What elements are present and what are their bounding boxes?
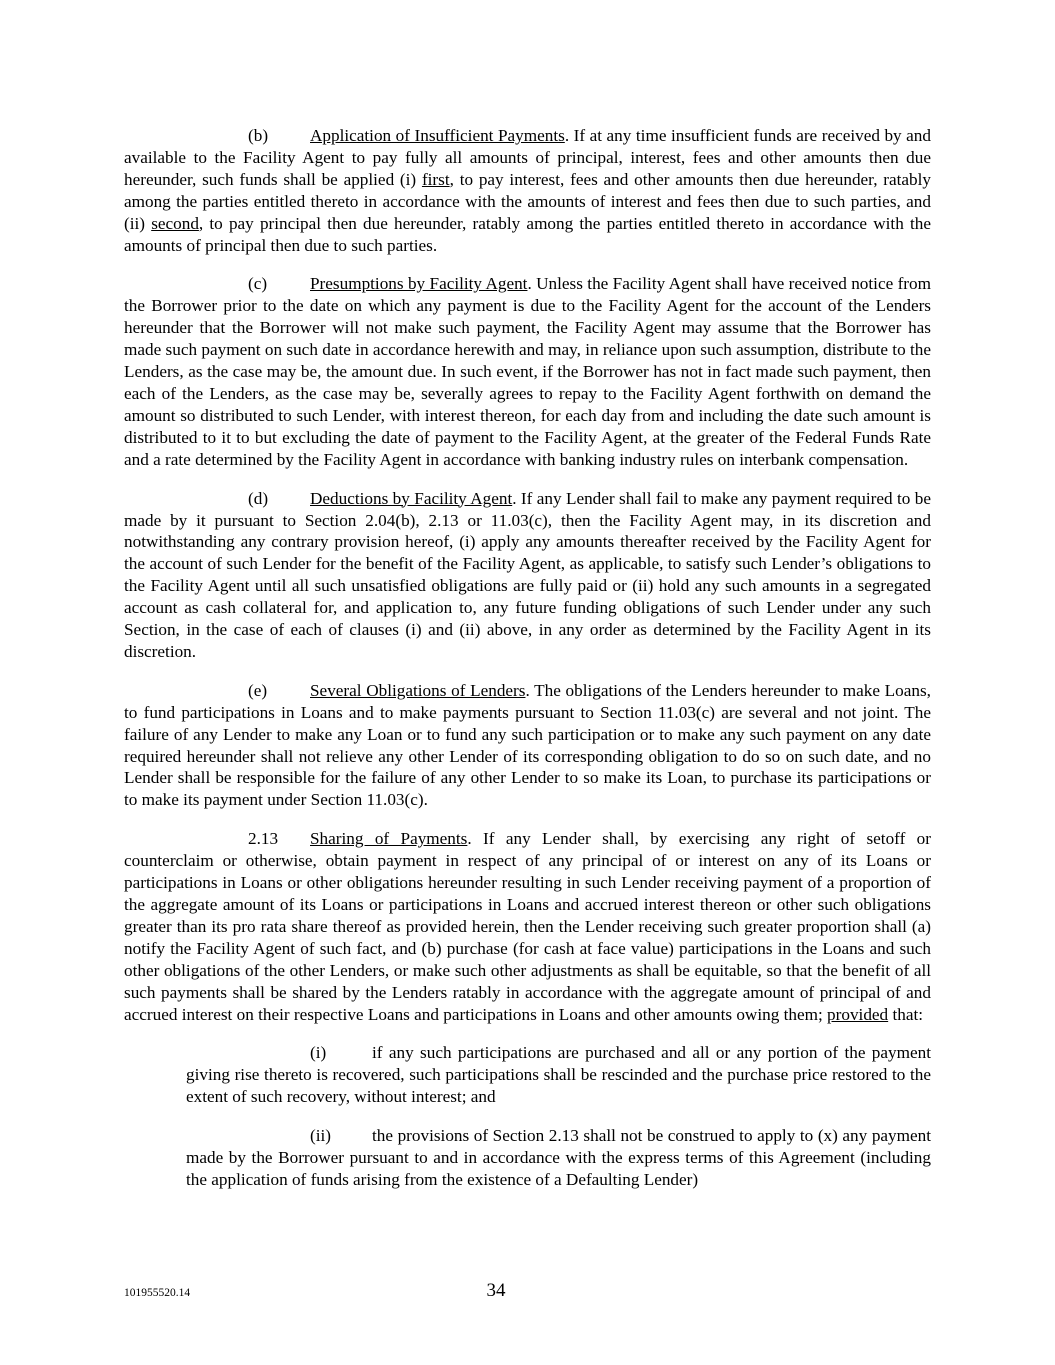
subparagraph-ii [186, 1125, 931, 1191]
paragraph-number: (b) [248, 126, 269, 145]
document-body [124, 125, 931, 1208]
paragraph-d [124, 488, 931, 663]
subparagraph-text: the provisions of Section 2.13 shall not be construed to apply to (x) any payment made by the Borrower pursuant to and in accordance with the express terms of this Agreement (including the application of funds arising from the existence of a Defaulting Lender) [186, 1126, 931, 1189]
paragraph-text: . If any Lender shall, by exercising any right of setoff or counterclaim or otherwise, obtain payment in respect of any principal of or interest on any of its Loans or participations in Loans or other obligations hereunder resulting in such Lender receiving payment of a proportion of the aggregate amount of its Loans or participations in Loans and accrued interest thereon or other such obligations greater than its pro rata share thereof as provided herein, then the Lender receiving such greater proportion shall (a) notify the Facility Agent of such fact, and (b) purchase (for cash at face value) participations in the Loans and such other obligations of the other Lenders, or make such other adjustments as shall be equitable, so that the benefit of all such payments shall be shared by the Lenders ratably in accordance with the aggregate amount of principal of and accrued interest on their respective Loans and participations in Loans and other amounts owing them; [124, 829, 931, 1024]
paragraph-heading: Presumptions by Facility Agent [310, 274, 528, 294]
paragraph-e [124, 680, 931, 811]
underlined-term: first [421, 169, 450, 189]
paragraph-text: , to pay interest, fees and other amounts then due hereunder, ratably among the parties entitled thereto in accordance with the amounts of interest and fees then due to such parties, and (ii) [124, 169, 931, 233]
paragraph-b [124, 125, 931, 256]
section-heading: Sharing of Payments [310, 829, 468, 849]
page-number: 34 [486, 1280, 506, 1301]
section-number: 2.13 [248, 829, 279, 849]
paragraph-text: . If any Lender shall fail to make any payment required to be made by it pursuant to Section 2.04(b), 2.13 or 11.03(c), then the Facility Agent may, in its discretion and notwithstanding any contrary provision hereof, (i) apply any amounts thereafter received by the Facility Agent for the account of such Lender for the benefit of the Facility Agent, as applicable, to satisfy such Lender’s obligations to the Facility Agent until all such unsatisfied obligations are fully paid or (ii) hold any such amounts in a segregated account as cash collateral for, and application to, any future funding obligations of such Lender under any such Section, in the case of each of clauses (i) and (ii) above, in any order as determined by the Facility Agent in its discretion. [124, 488, 931, 661]
paragraph-heading: Application of Insufficient Payments [310, 126, 565, 145]
paragraph-heading: Deductions by Facility Agent [310, 488, 513, 508]
paragraph-number: (d) [248, 488, 269, 508]
paragraph-heading: Several Obligations of Lenders [310, 680, 526, 700]
paragraph-c [124, 273, 931, 470]
section-2-13 [124, 828, 931, 1025]
underlined-term: second [151, 213, 199, 233]
document-id: 101955520.14 [124, 1287, 191, 1299]
paragraph-text: . If at any time insufficient funds are received by and available to the Facility Agent to pay fully all amounts of principal, interest, fees and other amounts then due hereunder, such funds shall be applied (i) [124, 126, 931, 189]
paragraph-text: that: [888, 1004, 924, 1024]
subparagraph-text: if any such participations are purchased and all or any portion of the payment giving rise thereto is recovered, such participations shall be rescinded and the purchase price restored to the extent of such recovery, without interest; and [186, 1043, 931, 1107]
subparagraph-i [186, 1042, 931, 1108]
paragraph-text: . The obligations of the Lenders hereunder to make Loans, to fund participations in Loans and to make payments pursuant to Section 11.03(c) are several and not joint. The failure of any Lender to make any Loan or to fund any such participation or to make any such payment on any date required hereunder shall not relieve any other Lender of its corresponding obligation to do so on such date, and no Lender shall be responsible for the failure of any other Lender to so make its Loan, to purchase its participations or to make its payment under Section 11.03(c). [124, 680, 931, 810]
paragraph-text: , to pay principal then due hereunder, ratably among the parties entitled thereto in accordance with the amounts of principal then due to such parties. [124, 213, 931, 255]
paragraph-number: (c) [248, 274, 268, 294]
paragraph-text: . Unless the Facility Agent shall have received notice from the Borrower prior to the date on which any payment is due to the Facility Agent for the account of the Lenders hereunder that the Borrower will not make such payment, the Facility Agent may assume that the Borrower has made such payment on such date in accordance herewith and may, in reliance upon such assumption, distribute to the Lenders, as the case may be, the amount due. In such event, if the Borrower has not in fact made such payment, then each of the Lenders, as the case may be, severally agrees to repay to the Facility Agent forthwith on demand the amount so distributed to such Lender, with interest thereon, for each day from and including the date such amount is distributed to it to but excluding the date of payment to the Facility Agent, at the greater of the Federal Funds Rate and a rate determined by the Facility Agent in accordance with banking industry rules on interbank compensation. [124, 274, 931, 469]
subparagraph-number: (ii) [310, 1126, 331, 1146]
subparagraph-number: (i) [310, 1043, 327, 1063]
paragraph-number: (e) [248, 680, 268, 700]
underlined-term: provided [827, 1004, 889, 1024]
